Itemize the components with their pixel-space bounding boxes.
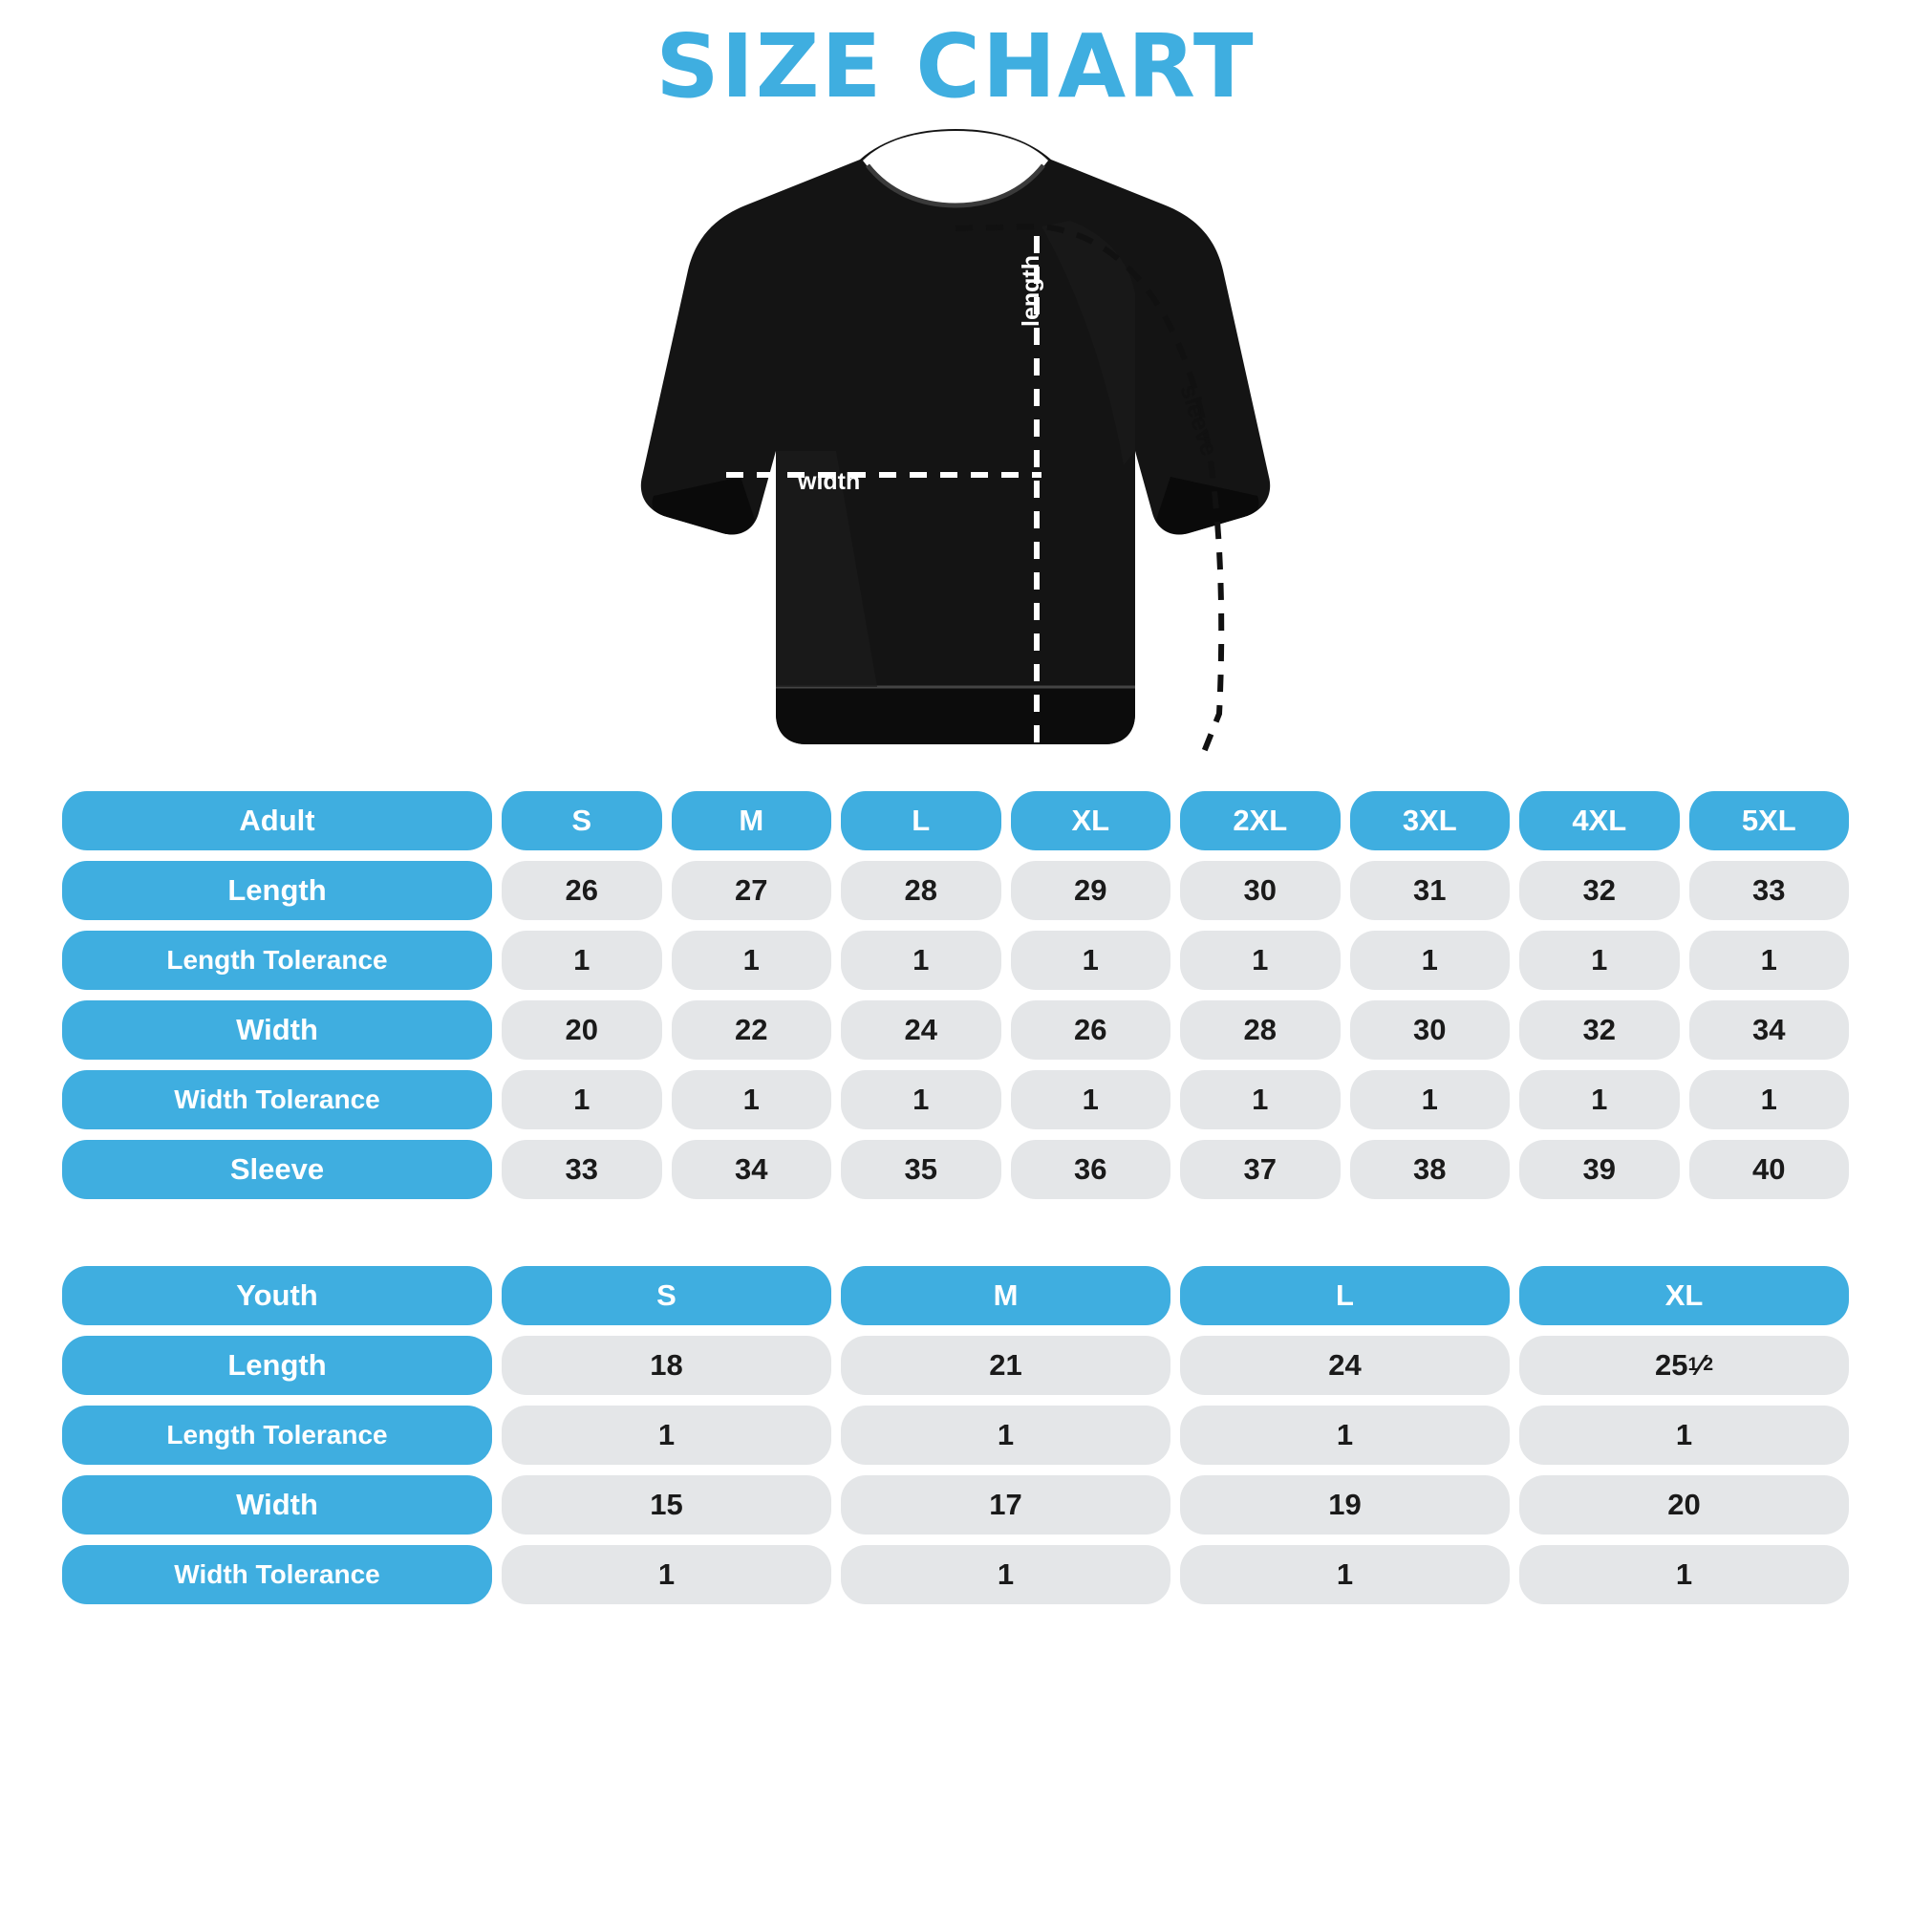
table-spacer bbox=[53, 1210, 1858, 1256]
adult-length-2xl: 30 bbox=[1180, 861, 1341, 920]
adult-row-label-length: Length bbox=[62, 861, 492, 920]
sleeve-dimension-label: sleeve bbox=[1174, 380, 1223, 459]
adult-width-2xl: 28 bbox=[1180, 1000, 1341, 1060]
adult-length-5xl: 33 bbox=[1689, 861, 1850, 920]
youth-width-xl: 20 bbox=[1519, 1475, 1849, 1535]
adult-width-tol-5xl: 1 bbox=[1689, 1070, 1850, 1129]
adult-width-tol-m: 1 bbox=[672, 1070, 832, 1129]
adult-length-tol-xl: 1 bbox=[1011, 931, 1171, 990]
youth-length-tol-m: 1 bbox=[841, 1406, 1170, 1465]
youth-size-m: M bbox=[841, 1266, 1170, 1325]
youth-row-label-width-tolerance: Width Tolerance bbox=[62, 1545, 492, 1604]
adult-header-label: Adult bbox=[62, 791, 492, 850]
youth-row-label-length-tolerance: Length Tolerance bbox=[62, 1406, 492, 1465]
youth-size-table bbox=[53, 1256, 1858, 1615]
garment-illustration bbox=[53, 121, 1858, 781]
adult-row-label-sleeve: Sleeve bbox=[62, 1140, 492, 1199]
youth-width-m: 17 bbox=[841, 1475, 1170, 1535]
youth-width-l: 19 bbox=[1180, 1475, 1510, 1535]
youth-header-label: Youth bbox=[62, 1266, 492, 1325]
youth-size-xl: XL bbox=[1519, 1266, 1849, 1325]
adult-length-4xl: 32 bbox=[1519, 861, 1680, 920]
adult-size-l: L bbox=[841, 791, 1001, 850]
adult-width-5xl: 34 bbox=[1689, 1000, 1850, 1060]
adult-length-tol-l: 1 bbox=[841, 931, 1001, 990]
table-header-row bbox=[62, 791, 1849, 850]
adult-length-tol-m: 1 bbox=[672, 931, 832, 990]
table-row bbox=[62, 861, 1849, 920]
adult-width-3xl: 30 bbox=[1350, 1000, 1511, 1060]
adult-sleeve-m: 34 bbox=[672, 1140, 832, 1199]
table-row bbox=[62, 1475, 1849, 1535]
adult-size-m: M bbox=[672, 791, 832, 850]
youth-width-s: 15 bbox=[502, 1475, 831, 1535]
adult-row-label-length-tolerance: Length Tolerance bbox=[62, 931, 492, 990]
adult-width-tol-xl: 1 bbox=[1011, 1070, 1171, 1129]
adult-length-tol-5xl: 1 bbox=[1689, 931, 1850, 990]
adult-size-5xl: 5XL bbox=[1689, 791, 1850, 850]
youth-row-label-length: Length bbox=[62, 1336, 492, 1395]
page-title: SIZE CHART bbox=[655, 15, 1256, 118]
adult-width-m: 22 bbox=[672, 1000, 832, 1060]
adult-width-s: 20 bbox=[502, 1000, 662, 1060]
adult-length-tol-s: 1 bbox=[502, 931, 662, 990]
adult-sleeve-5xl: 40 bbox=[1689, 1140, 1850, 1199]
adult-sleeve-l: 35 bbox=[841, 1140, 1001, 1199]
adult-length-xl: 29 bbox=[1011, 861, 1171, 920]
adult-size-3xl: 3XL bbox=[1350, 791, 1511, 850]
width-dimension-label: width bbox=[798, 467, 861, 495]
adult-row-label-width: Width bbox=[62, 1000, 492, 1060]
length-dimension-label: length bbox=[1018, 254, 1044, 327]
youth-row-label-width: Width bbox=[62, 1475, 492, 1535]
table-row bbox=[62, 1545, 1849, 1604]
adult-length-tol-3xl: 1 bbox=[1350, 931, 1511, 990]
adult-row-label-width-tolerance: Width Tolerance bbox=[62, 1070, 492, 1129]
table-header-row bbox=[62, 1266, 1849, 1325]
adult-size-table bbox=[53, 781, 1858, 1210]
adult-width-l: 24 bbox=[841, 1000, 1001, 1060]
youth-width-tol-l: 1 bbox=[1180, 1545, 1510, 1604]
youth-length-s: 18 bbox=[502, 1336, 831, 1395]
adult-length-m: 27 bbox=[672, 861, 832, 920]
adult-width-tol-3xl: 1 bbox=[1350, 1070, 1511, 1129]
youth-length-tol-l: 1 bbox=[1180, 1406, 1510, 1465]
youth-length-xl: 25 1 ⁄ 2 bbox=[1519, 1336, 1849, 1395]
youth-width-tol-s: 1 bbox=[502, 1545, 831, 1604]
adult-length-3xl: 31 bbox=[1350, 861, 1511, 920]
adult-length-s: 26 bbox=[502, 861, 662, 920]
youth-width-tol-xl: 1 bbox=[1519, 1545, 1849, 1604]
adult-sleeve-xl: 36 bbox=[1011, 1140, 1171, 1199]
adult-width-xl: 26 bbox=[1011, 1000, 1171, 1060]
youth-width-tol-m: 1 bbox=[841, 1545, 1170, 1604]
adult-length-l: 28 bbox=[841, 861, 1001, 920]
adult-length-tol-4xl: 1 bbox=[1519, 931, 1680, 990]
table-row bbox=[62, 1336, 1849, 1395]
youth-length-tol-s: 1 bbox=[502, 1406, 831, 1465]
adult-size-4xl: 4XL bbox=[1519, 791, 1680, 850]
table-row bbox=[62, 931, 1849, 990]
adult-length-tol-2xl: 1 bbox=[1180, 931, 1341, 990]
adult-size-s: S bbox=[502, 791, 662, 850]
adult-sleeve-s: 33 bbox=[502, 1140, 662, 1199]
size-chart-page bbox=[0, 15, 1911, 1932]
adult-sleeve-4xl: 39 bbox=[1519, 1140, 1680, 1199]
adult-size-xl: XL bbox=[1011, 791, 1171, 850]
sweatshirt-graphic bbox=[631, 121, 1280, 781]
youth-length-l: 24 bbox=[1180, 1336, 1510, 1395]
adult-sleeve-2xl: 37 bbox=[1180, 1140, 1341, 1199]
table-row bbox=[62, 1000, 1849, 1060]
table-row bbox=[62, 1140, 1849, 1199]
youth-length-tol-xl: 1 bbox=[1519, 1406, 1849, 1465]
youth-length-m: 21 bbox=[841, 1336, 1170, 1395]
table-row bbox=[62, 1070, 1849, 1129]
youth-size-l: L bbox=[1180, 1266, 1510, 1325]
adult-width-tol-2xl: 1 bbox=[1180, 1070, 1341, 1129]
youth-size-s: S bbox=[502, 1266, 831, 1325]
adult-width-tol-l: 1 bbox=[841, 1070, 1001, 1129]
adult-width-4xl: 32 bbox=[1519, 1000, 1680, 1060]
adult-sleeve-3xl: 38 bbox=[1350, 1140, 1511, 1199]
table-row bbox=[62, 1406, 1849, 1465]
adult-width-tol-s: 1 bbox=[502, 1070, 662, 1129]
adult-width-tol-4xl: 1 bbox=[1519, 1070, 1680, 1129]
adult-size-2xl: 2XL bbox=[1180, 791, 1341, 850]
